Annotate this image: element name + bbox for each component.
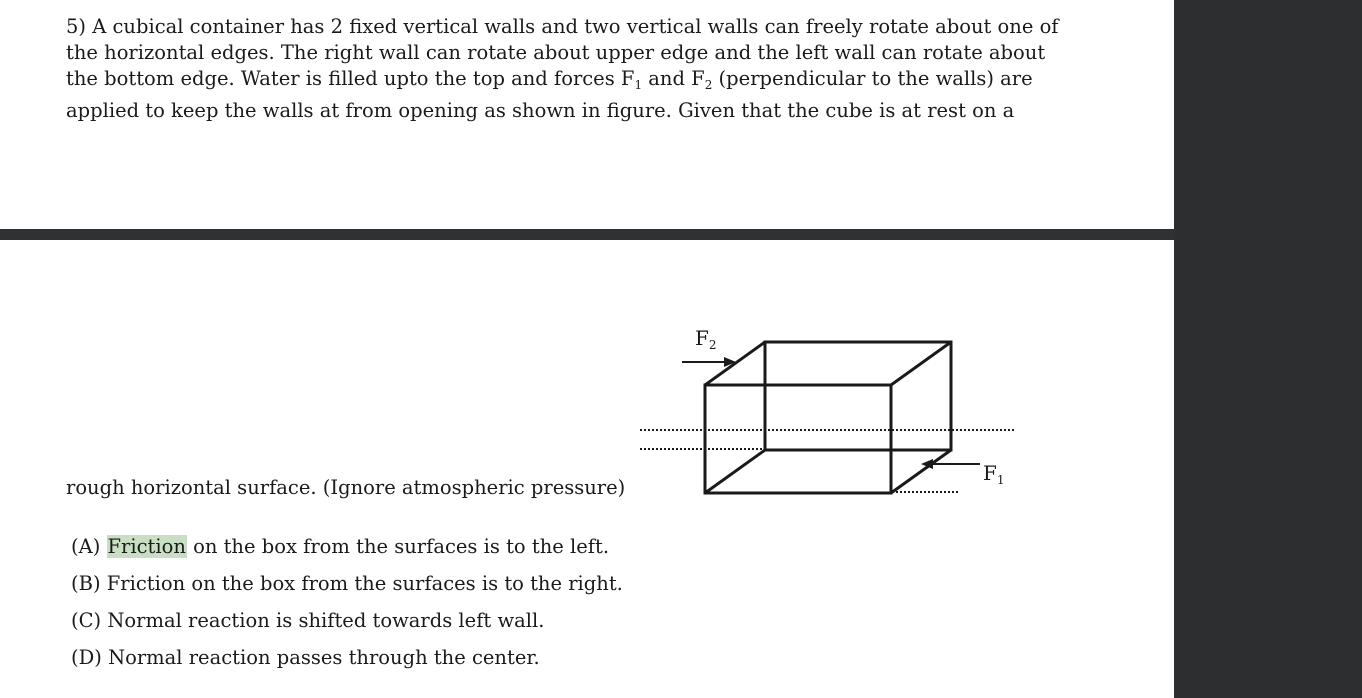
option-a[interactable]: (A) Friction on the box from the surfaces is to the left. [71, 535, 610, 558]
question-line-1: 5) A cubical container has 2 fixed vertical walls and two vertical walls can freely rotate about one of [66, 15, 1059, 38]
f2-subscript: 2 [704, 78, 713, 92]
options-list [71, 533, 623, 681]
question-line-2: the horizontal edges. The right wall can rotate about upper edge and the left wall can rotate about [66, 41, 1046, 64]
highlighted-word: Friction [107, 535, 186, 558]
f1-subscript: 1 [634, 78, 643, 92]
question-text [66, 14, 1126, 124]
cube-edge-bottom-left [705, 450, 765, 493]
cube-front-face [705, 385, 891, 493]
option-b[interactable]: (B) Friction on the box from the surfaces is to the right. [71, 572, 623, 595]
question-line-3: the bottom edge. Water is filled upto the top and forces $F_1$ and $F_2$ (perpendicular to the walls) are [66, 67, 1033, 92]
question-continuation: rough horizontal surface. (Ignore atmospheric pressure) [66, 476, 626, 499]
page-separator [0, 229, 1174, 240]
cube-back-face [765, 342, 951, 450]
option-c[interactable]: (C) Normal reaction is shifted towards left wall. [71, 609, 545, 632]
right-dark-panel [1174, 0, 1362, 698]
f2-label: $F_2$ [695, 326, 717, 352]
cube-edge-bottom-right [891, 450, 951, 493]
option-d[interactable]: (D) Normal reaction passes through the center. [71, 646, 540, 669]
page-top-section [0, 0, 1174, 229]
cube-edge-top-right [891, 342, 951, 385]
f1-label: $F_1$ [983, 461, 1005, 487]
question-line-4: applied to keep the walls at from opening as shown in figure. Given that the cube is at rest on a [66, 99, 1015, 122]
cube-figure [630, 320, 1030, 505]
